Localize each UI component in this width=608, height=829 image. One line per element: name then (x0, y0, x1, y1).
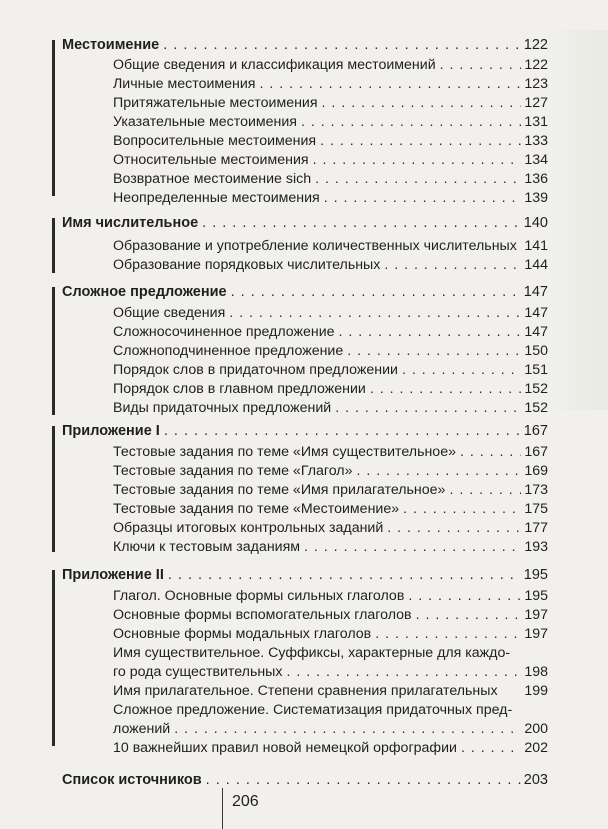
entry-title: Притяжательные местоимения (113, 95, 318, 111)
toc-entry[interactable] (113, 538, 548, 556)
entry-title: Виды придаточных предложений (113, 400, 332, 416)
section-rule (52, 218, 55, 273)
leader-dots (460, 443, 521, 461)
leader-dots (168, 566, 521, 584)
toc-entry[interactable] (113, 739, 548, 757)
page-ref: 152 (524, 381, 548, 397)
entry-title: 10 важнейших правил новой немецкой орфографии (113, 740, 457, 756)
leader-dots (322, 94, 522, 112)
section-heading[interactable] (62, 566, 548, 584)
page-ref: 144 (524, 257, 548, 273)
entry-title: Образование порядковых числительных (113, 257, 381, 273)
page-ref: 203 (523, 772, 548, 788)
leader-dots (440, 56, 522, 74)
leader-dots (315, 170, 521, 188)
page-ref: 147 (524, 305, 548, 321)
entry-title: Общие сведения (113, 305, 226, 321)
toc-entry[interactable] (113, 75, 548, 93)
leader-dots (301, 113, 521, 131)
leader-dots (259, 75, 521, 93)
page-ref: 173 (524, 482, 548, 498)
entry-title: ложений (113, 721, 171, 737)
entry-title: Общие сведения и классификация местоимений (113, 57, 436, 73)
section-heading[interactable] (62, 36, 548, 54)
toc-entry[interactable] (113, 625, 548, 643)
section-title: Приложение I (62, 423, 160, 439)
entry-title: Тестовые задания по теме «Глагол» (113, 463, 353, 479)
entry-title: Относительные местоимения (113, 152, 309, 168)
entry-title: Сложноподчиненное предложение (113, 343, 344, 359)
page-ref: 198 (524, 664, 548, 680)
section-rule (52, 426, 55, 552)
leader-dots (449, 481, 521, 499)
page-ref: 197 (524, 626, 548, 642)
section-rule (52, 40, 55, 196)
page-ref: 169 (524, 463, 548, 479)
leader-dots (304, 538, 521, 556)
toc-entry[interactable] (113, 113, 548, 131)
entry-title: Сложносочиненное предложение (113, 324, 335, 340)
section-rule (52, 570, 55, 746)
entry-title: Ключи к тестовым заданиям (113, 539, 301, 555)
section-heading[interactable] (62, 422, 548, 440)
entry-title-line1: Сложное предложение. Систематизация придаточных пред- (113, 702, 513, 718)
page-ref: 136 (524, 171, 548, 187)
leader-dots (402, 361, 521, 379)
toc-entry[interactable] (113, 323, 548, 341)
page-ref: 167 (524, 444, 548, 460)
toc-entry[interactable] (113, 606, 548, 624)
entry-title: Личные местоимения (113, 76, 256, 92)
entry-title: Порядок слов в придаточном предложении (113, 362, 398, 378)
toc-entry[interactable] (113, 519, 548, 537)
toc-entry[interactable] (113, 304, 548, 322)
toc-entry[interactable] (113, 189, 548, 207)
page-ref: 134 (524, 152, 548, 168)
page-number: 206 (232, 793, 259, 810)
page-ref: 133 (524, 133, 548, 149)
page-ref: 175 (524, 501, 548, 517)
leader-dots (320, 132, 521, 150)
leader-dots (461, 739, 521, 757)
toc-entry[interactable] (113, 500, 548, 518)
toc-entry[interactable] (113, 481, 548, 499)
leader-dots (229, 304, 521, 322)
page-ref: 197 (524, 607, 548, 623)
page-ref: 152 (524, 400, 548, 416)
page-ref: 122 (523, 37, 548, 53)
leader-dots (416, 606, 522, 624)
toc-entry[interactable] (113, 361, 548, 379)
page-ref: 141 (524, 238, 548, 254)
toc-entry[interactable] (113, 663, 548, 681)
entry-title-line1: Имя существительное. Суффиксы, характерные для каждо- (113, 645, 511, 661)
entry-title: Глагол. Основные формы сильных глаголов (113, 588, 405, 604)
entry-title: Тестовые задания по теме «Местоимение» (113, 501, 400, 517)
entry-title: Тестовые задания по теме «Имя существительное» (113, 444, 456, 460)
entry-title: Основные формы модальных глаголов (113, 626, 372, 642)
toc-entry[interactable] (113, 682, 548, 700)
page-ref: 131 (524, 114, 548, 130)
section-title: Местоимение (62, 37, 160, 53)
page-ref: 151 (524, 362, 548, 378)
page-ref: 123 (524, 76, 548, 92)
toc-entry[interactable] (113, 380, 548, 398)
page-ref: 122 (524, 57, 548, 73)
leader-dots (313, 151, 522, 169)
entry-title: Тестовые задания по теме «Имя прилагательное» (113, 482, 446, 498)
page-ref: 195 (524, 588, 548, 604)
entry-title: Имя прилагательное. Степени сравнения прилагательных (113, 683, 498, 699)
entry-title: Порядок слов в главном предложении (113, 381, 366, 397)
footer-divider (222, 788, 223, 829)
page-ref: 193 (524, 539, 548, 555)
section-title: Имя числительное (62, 215, 199, 231)
toc-entry[interactable] (113, 342, 548, 360)
section-heading[interactable] (62, 283, 548, 301)
leader-dots (324, 189, 522, 207)
toc-entry[interactable] (113, 56, 548, 74)
toc-entry[interactable] (113, 462, 548, 480)
section-title: Приложение II (62, 567, 164, 583)
page-ref: 147 (523, 284, 548, 300)
leader-dots (339, 323, 522, 341)
page-ref: 177 (524, 520, 548, 536)
page-ref: 199 (524, 683, 548, 699)
toc-entry[interactable] (113, 399, 548, 417)
page-ref: 167 (523, 423, 548, 439)
leader-dots (286, 663, 521, 681)
page-ref: 202 (524, 740, 548, 756)
page-ref: 140 (523, 215, 548, 231)
toc-entry[interactable] (113, 587, 548, 605)
leader-dots (370, 380, 521, 398)
toc-entry[interactable] (113, 170, 548, 188)
leader-dots (174, 720, 521, 738)
entry-title: Основные формы вспомогательных глаголов (113, 607, 412, 623)
section-title: Сложное предложение (62, 284, 227, 300)
leader-dots (164, 422, 521, 440)
toc-entry[interactable] (113, 94, 548, 112)
page-ref: 127 (524, 95, 548, 111)
leader-dots (347, 342, 521, 360)
toc-entry[interactable] (113, 443, 548, 461)
leader-dots (387, 519, 521, 537)
leader-dots (163, 36, 521, 54)
section-rule (52, 287, 55, 415)
leader-dots (375, 625, 521, 643)
page-ref: 150 (524, 343, 548, 359)
section-heading[interactable] (62, 214, 548, 232)
page-ref: 195 (523, 567, 548, 583)
leader-dots (403, 500, 521, 518)
toc-entry[interactable] (113, 237, 548, 255)
leader-dots (335, 399, 521, 417)
entry-title: Возвратное местоимение sich (113, 171, 312, 187)
entry-title: Образцы итоговых контрольных заданий (113, 520, 384, 536)
leader-dots (231, 283, 521, 301)
page-ref: 147 (524, 324, 548, 340)
leader-dots (408, 587, 521, 605)
leader-dots (206, 771, 521, 789)
entry-title: Указательные местоимения (113, 114, 297, 130)
entry-title: Неопределенные местоимения (113, 190, 320, 206)
entry-title: Вопросительные местоимения (113, 133, 317, 149)
leader-dots (202, 214, 521, 232)
entry-title: го рода существительных (113, 664, 283, 680)
toc-entry[interactable] (113, 720, 548, 738)
page-ref: 200 (524, 721, 548, 737)
leader-dots (384, 256, 521, 274)
page-shadow (548, 30, 608, 410)
toc-entry[interactable] (113, 151, 548, 169)
entry-title: Образование и употребление количественных числительных (113, 238, 517, 254)
leader-dots (356, 462, 521, 480)
toc-entry[interactable] (113, 132, 548, 150)
page-ref: 139 (524, 190, 548, 206)
section-title: Список источников (62, 772, 202, 788)
section-heading[interactable] (62, 771, 548, 789)
toc-entry[interactable] (113, 256, 548, 274)
